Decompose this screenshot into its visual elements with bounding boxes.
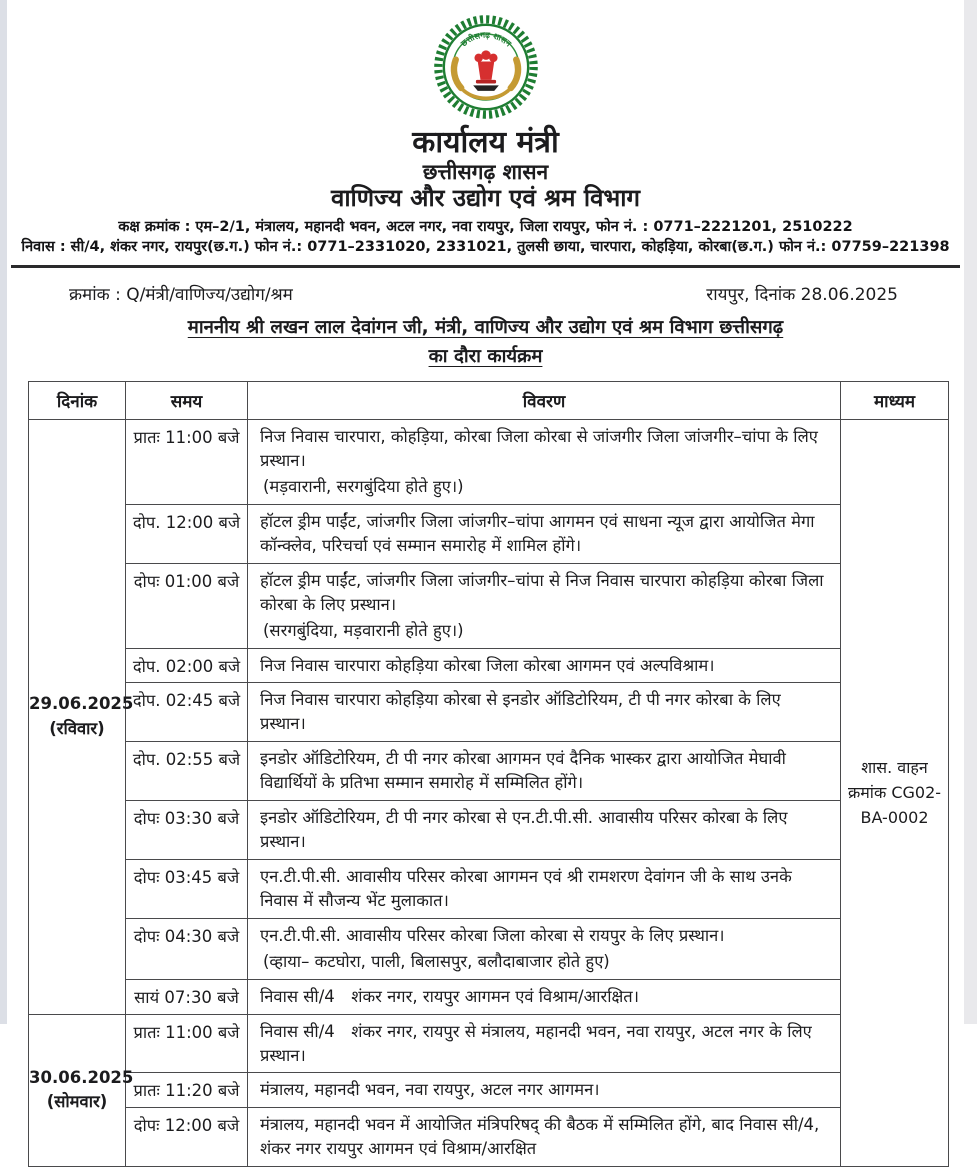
date-weekday: (रविवार) — [49, 718, 105, 738]
detail-note: (मड़वारानी, सरगबुंदिया होते हुए।) — [263, 477, 464, 497]
detail-text: निवास सी/4 शंकर नगर, रायपुर से मंत्रालय, महानदी भवन, नवा रायपुर, अटल नगर के लिए प्रस्थान। — [260, 1021, 812, 1065]
document-title-line2: का दौरा कार्यक्रम — [428, 345, 543, 367]
detail-text: एन.टी.पी.सी. आवासीय परिसर कोरबा आगमन एवं श्री रामशरण देवांगन जी के साथ उनके निवास में सौजन्य भेंट मुलाकात। — [260, 867, 792, 910]
detail-cell — [248, 801, 841, 860]
detail-cell — [248, 1073, 841, 1108]
detail-text: इनडोर ऑडिटोरियम, टी पी नगर कोरबा आगमन एवं दैनिक भास्कर द्वारा आयोजित मेघावी विद्यार्थियों के प्रतिभा सम्मान समारोह में सम्मिलित होंगे। — [260, 749, 786, 793]
time-cell: प्रातः 11:20 बजे — [126, 1073, 248, 1108]
time-cell: दोपः 04:30 बजे — [126, 918, 248, 979]
document-title-line1: माननीय श्री लखन लाल देवांगन जी, मंत्री, वाणिज्य और उद्योग एवं श्रम विभाग छत्तीसगढ़ — [187, 316, 784, 338]
col-header-time: समय — [126, 382, 248, 420]
office-address-line: कक्ष क्रमांक : एम–2/1, मंत्रालय, महानदी भवन, अटल नगर, नवा रायपुर, जिला रायपुर, फोन नं. : 0771–2221201, 2510222 — [118, 218, 853, 235]
office-title: कार्यालय मंत्री — [412, 125, 559, 160]
detail-text: निज निवास चारपारा कोहड़िया कोरबा जिला कोरबा आगमन एवं अल्पविश्राम। — [260, 655, 715, 675]
detail-cell — [248, 918, 841, 979]
detail-cell — [248, 742, 841, 801]
table-row — [29, 648, 949, 683]
photo-right-edge — [964, 0, 977, 1024]
date-weekday: (सोमवार) — [46, 1092, 108, 1112]
time-cell: दोप. 02:45 बजे — [126, 683, 248, 742]
detail-note: (सरगबुंदिया, मड़वारानी होते हुए।) — [263, 620, 464, 640]
reference-line — [7, 268, 964, 305]
time-cell: दोपः 03:30 बजे — [126, 801, 248, 860]
date-value: 29.06.2025 — [29, 694, 134, 714]
place-and-date: रायपुर, दिनांक 28.06.2025 — [706, 284, 898, 305]
detail-text: मंत्रालय, महानदी भवन, नवा रायपुर, अटल नगर आगमन। — [260, 1080, 600, 1100]
table-row — [29, 1073, 949, 1108]
table-row — [29, 918, 949, 979]
detail-cell — [248, 860, 841, 919]
table-row — [29, 683, 949, 742]
date-value: 30.06.2025 — [29, 1067, 134, 1087]
table-row — [29, 504, 949, 563]
department-title: वाणिज्य और उद्योग एवं श्रम विभाग — [330, 184, 641, 213]
table-row — [29, 742, 949, 801]
detail-note: (व्हाया– कटघोरा, पाली, बिलासपुर, बलौदाबाजार होते हुए) — [263, 951, 610, 971]
detail-cell — [248, 563, 841, 648]
reference-number: क्रमांक : Q/मंत्री/वाणिज्य/उद्योग/श्रम — [69, 284, 293, 305]
detail-cell — [248, 1014, 841, 1073]
government-title: छत्तीसगढ़ शासन — [422, 160, 549, 184]
table-row — [29, 860, 949, 919]
detail-cell — [248, 1108, 841, 1167]
address-block — [7, 217, 964, 257]
detail-text: इनडोर ऑडिटोरियम, टी पी नगर कोरबा से एन.टी.पी.सी. आवासीय परिसर कोरबा के लिए प्रस्थान। — [260, 808, 788, 852]
time-cell: दोप. 02:55 बजे — [126, 742, 248, 801]
letterhead — [7, 0, 964, 257]
photo-left-edge — [0, 0, 7, 1024]
detail-text: मंत्रालय, महानदी भवन में आयोजित मंत्रिपरिषद् की बैठक में सम्मिलित होंगे, बाद निवास सी/4, शंकर नगर रायपुर आगमन एवं विश्राम/आरक्षित — [260, 1115, 820, 1159]
svg-text:छत्तीसगढ़ शासन: छत्तीसगढ़ शासन — [458, 29, 514, 49]
detail-text: निवास सी/4 शंकर नगर, रायपुर आगमन एवं विश्राम/आरक्षित। — [260, 986, 639, 1006]
time-cell: दोपः 12:00 बजे — [126, 1108, 248, 1167]
time-cell: दोपः 01:00 बजे — [126, 563, 248, 648]
table-row — [29, 801, 949, 860]
time-cell: दोपः 03:45 बजे — [126, 860, 248, 919]
time-cell: सायं 07:30 बजे — [126, 979, 248, 1014]
detail-cell — [248, 683, 841, 742]
table-row — [29, 563, 949, 648]
document-page — [7, 0, 964, 1159]
date-cell-30-06-2025 — [29, 1014, 134, 1167]
col-header-date: दिनांक — [29, 382, 126, 420]
table-row — [29, 420, 949, 505]
chhattisgarh-emblem-icon — [428, 12, 544, 122]
table-row — [29, 979, 949, 1014]
detail-cell — [248, 504, 841, 563]
detail-text: हॉटल ड्रीम पाईंट, जांजगीर जिला जांजगीर–चांपा आगमन एवं साधना न्यूज द्वारा आयोजित मेगा कॉन्क्लेव, परिचर्चा एवं सम्मान समारोह में शामिल होंगे। — [260, 511, 815, 555]
date-cell-29-06-2025 — [29, 420, 134, 1014]
col-header-medium: माध्यम — [841, 382, 949, 420]
document-title — [7, 314, 964, 371]
residence-address-line: निवास : सी/4, शंकर नगर, रायपुर(छ.ग.) फोन नं.: 0771–2331020, 2331021, तुलसी छाया, चारपारा, कोहड़िया, कोरबा(छ.ग.) फोन नं.: 07759–221398 — [21, 238, 950, 255]
medium-cell: शास. वाहन क्रमांक CG02-BA-0002 — [841, 420, 949, 1167]
detail-text: एन.टी.पी.सी. आवासीय परिसर कोरबा जिला कोरबा से रायपुर के लिए प्रस्थान। — [260, 925, 725, 945]
table-row — [29, 1108, 949, 1167]
col-header-detail: विवरण — [248, 382, 841, 420]
detail-cell — [248, 420, 841, 505]
time-cell: दोप. 12:00 बजे — [126, 504, 248, 563]
detail-cell — [248, 648, 841, 683]
detail-text: निज निवास चारपारा कोहड़िया कोरबा से इनडोर ऑडिटोरियम, टी पी नगर कोरबा के लिए प्रस्थान। — [260, 690, 781, 734]
detail-text: हॉटल ड्रीम पाईंट, जांजगीर जिला जांजगीर–चांपा से निज निवास चारपारा कोहड़िया कोरबा जिला कोरबा के लिए प्रस्थान। — [260, 570, 824, 614]
table-header-row — [29, 382, 949, 420]
tour-schedule-table — [28, 381, 949, 1167]
time-cell: प्रातः 11:00 बजे — [126, 420, 248, 505]
time-cell: दोप. 02:00 बजे — [126, 648, 248, 683]
detail-text: निज निवास चारपारा, कोहड़िया, कोरबा जिला कोरबा से जांजगीर जिला जांजगीर–चांपा के लिए प्रस्थान। — [260, 427, 818, 471]
table-row — [29, 1014, 949, 1073]
detail-cell — [248, 979, 841, 1014]
time-cell: प्रातः 11:00 बजे — [126, 1014, 248, 1073]
